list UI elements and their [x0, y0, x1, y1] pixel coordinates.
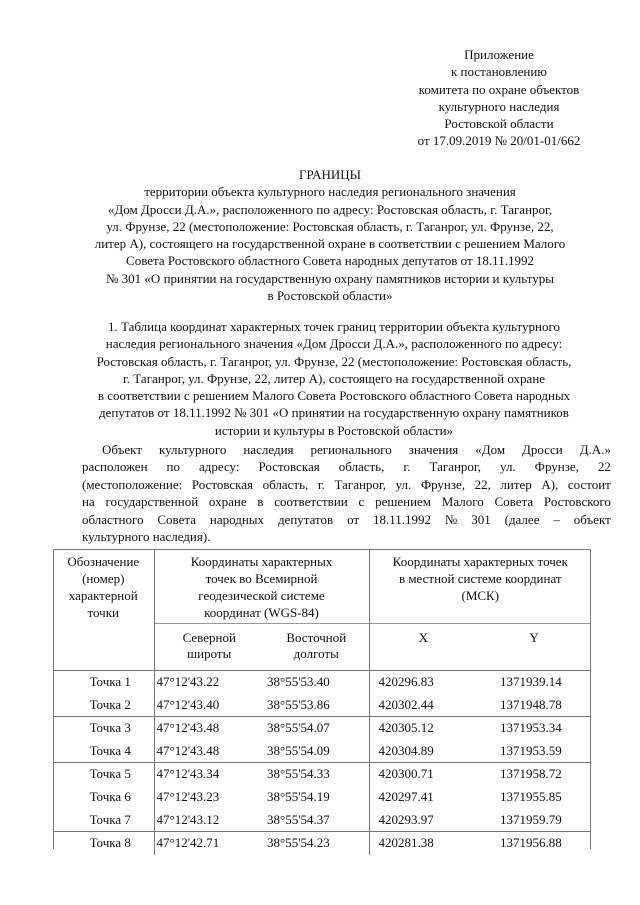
table-row: [53, 809, 591, 832]
header-msk-line: (МСК): [461, 588, 500, 603]
point-cell: Точка 7: [53, 809, 154, 832]
paragraph-word: г.: [317, 476, 325, 492]
header-wgs: [154, 549, 369, 624]
paragraph-word: ул.: [395, 476, 412, 492]
paragraph-word: состоит: [567, 476, 611, 492]
longitude-cell: 38°55'54.07: [264, 717, 369, 740]
paragraph-line: [82, 476, 611, 493]
header-wgs-line: точек во Всемирной: [205, 571, 318, 586]
paragraph-word: (далее: [504, 511, 540, 527]
latitude-cell: 47°12'43.22: [154, 671, 264, 694]
y-cell: 1371958.72: [477, 763, 591, 786]
paragraph-word: расположен: [82, 459, 148, 475]
paragraph-word: 22: [597, 459, 611, 475]
paragraph-word: 22,: [474, 476, 491, 492]
paragraph-word: область,: [262, 476, 309, 492]
header-designation-line: (номер): [82, 571, 125, 586]
paragraph-word: с: [358, 494, 365, 510]
longitude-cell: 38°55'54.09: [264, 740, 369, 763]
x-cell: 420281.38: [369, 832, 477, 855]
section-line: в соответствии с решением Малого Совета Ростовского областного Совета народных: [97, 388, 571, 404]
section-line: депутатов от 18.11.1992 № 301 «О принятии на государственную охрану памятников: [99, 405, 569, 421]
paragraph-word: область,: [338, 459, 385, 475]
section-line: 1. Таблица координат характерных точек границ территории объекта культурного: [108, 319, 560, 334]
section-line: г. Таганрог, ул. Фрунзе, 22, литер А), состоящего на государственной охране: [122, 370, 546, 386]
paragraph-word: значения: [408, 442, 459, 457]
latitude-cell: 47°12'43.12: [156, 811, 220, 827]
table-row: [53, 740, 591, 763]
document-title: ГРАНИЦЫ: [299, 167, 361, 182]
longitude-cell: 38°55'53.40: [264, 671, 369, 694]
appendix-line: культурного наследия: [438, 98, 560, 114]
longitude-cell: 38°55'54.37: [264, 809, 369, 832]
paragraph-word: –: [553, 511, 560, 527]
paragraph-word: Совета: [157, 511, 196, 527]
table-row: [53, 671, 591, 694]
paragraph-word: Совета: [494, 494, 534, 510]
latitude-cell: 47°12'43.34: [154, 763, 264, 786]
point-cell: Точка 1: [53, 671, 154, 694]
x-cell: 420297.41: [378, 788, 434, 804]
body-paragraph: [82, 441, 611, 545]
paragraph-word: Д.А.»: [579, 442, 611, 457]
paragraph-word: культурного наследия).: [82, 529, 211, 545]
paragraph-word: культурного: [158, 442, 227, 457]
paragraph-word: ул.: [500, 459, 516, 475]
paragraph-word: охране: [208, 494, 247, 510]
x-cell: 420302.44: [378, 696, 434, 712]
header-designation-line: характерной: [68, 588, 138, 603]
point-cell: Точка 5: [53, 763, 154, 786]
heading-line: «Дом Дросси Д.А.», расположенного по адресу: Ростовская область, г. Таганрог,: [107, 201, 553, 217]
paragraph-word: Ростовская: [258, 459, 320, 475]
x-cell: 420296.83: [369, 671, 477, 694]
appendix-line: Ростовской области: [444, 116, 554, 132]
coordinates-table: [53, 549, 591, 855]
paragraph-word: объект: [573, 511, 611, 527]
paragraph-word: наследия: [243, 442, 294, 457]
table-body: [53, 671, 591, 855]
paragraph-word: на: [82, 494, 95, 510]
x-cell: 420293.97: [378, 811, 434, 827]
latitude-cell: 47°12'43.48: [156, 742, 220, 758]
paragraph-word: «Дом: [475, 442, 506, 457]
paragraph-line: [82, 441, 611, 458]
header-wgs-line: координат (WGS-84): [204, 605, 319, 620]
longitude-cell: 38°55'54.19: [264, 786, 369, 809]
paragraph-word: литер: [500, 476, 532, 492]
paragraph-word: Дросси: [522, 442, 563, 457]
paragraph-word: Фрунзе,: [534, 459, 579, 475]
y-cell: 1371948.78: [500, 696, 562, 712]
y-cell: 1371955.85: [500, 788, 562, 804]
heading-line: территории объекта культурного наследия регионального значения: [144, 184, 516, 200]
appendix-line: к постановлению: [450, 64, 548, 80]
heading-line: литер А), состоящего на государственной охране в соответствии с решением Малого: [94, 236, 566, 252]
section-line: наследия регионального значения «Дом Дросси Д.А.», расположенного по адресу:: [105, 336, 563, 352]
paragraph-word: областного: [82, 511, 144, 527]
paragraph-word: 18.11.1992: [373, 511, 432, 527]
table-row: [53, 717, 591, 740]
table-row: [53, 763, 591, 786]
header-north-line: Северной: [182, 630, 236, 645]
header-y: Y: [477, 624, 591, 671]
point-cell: Точка 3: [53, 717, 154, 740]
paragraph-line: [82, 511, 611, 528]
paragraph-word: решением: [375, 494, 432, 510]
paragraph-word: народных: [209, 511, 265, 527]
document-heading: [60, 166, 600, 304]
header-x: X: [369, 624, 477, 671]
point-cell: Точка 4: [53, 740, 154, 763]
latitude-cell: 47°12'42.71: [154, 832, 264, 855]
paragraph-word: Ростовского: [543, 494, 611, 510]
latitude-cell: 47°12'43.23: [156, 788, 220, 804]
paragraph-word: депутатов: [277, 511, 334, 527]
paragraph-word: соответствии: [274, 494, 348, 510]
header-north-line: широты: [187, 646, 232, 661]
table-row: [53, 786, 591, 809]
y-cell: 1371939.14: [477, 671, 591, 694]
header-msk-line: Координаты характерных точек: [392, 554, 568, 569]
y-cell: 1371956.88: [477, 832, 591, 855]
paragraph-word: Малого: [441, 494, 484, 510]
heading-line: в Ростовской области»: [267, 288, 393, 304]
appendix-line: от 17.09.2019 № 20/01-01/662: [417, 133, 581, 149]
paragraph-word: государственной: [105, 494, 199, 510]
paragraph-word: г.: [403, 459, 411, 475]
latitude-cell: 47°12'43.40: [156, 696, 220, 712]
paragraph-word: в: [257, 494, 264, 510]
y-cell: 1371959.79: [500, 811, 562, 827]
header-msk: [369, 549, 591, 624]
y-cell: 1371953.34: [477, 717, 591, 740]
header-designation-line: Обозначение: [67, 554, 140, 569]
paragraph-word: 301: [471, 511, 491, 527]
paragraph-word: Таганрог,: [429, 459, 482, 475]
header-msk-line: в местной системе координат: [398, 571, 562, 586]
header-wgs-line: Координаты характерных: [190, 554, 333, 569]
heading-line: № 301 «О принятии на государственную охрану памятников истории и культуры: [106, 270, 554, 286]
paragraph-line: [82, 493, 611, 510]
header-east: [264, 624, 369, 671]
paragraph-line: [82, 458, 611, 475]
appendix-block: [388, 46, 610, 150]
paragraph-word: Фрунзе,: [420, 476, 466, 492]
x-cell: 420304.89: [378, 742, 434, 758]
paragraph-word: адресу:: [198, 459, 240, 475]
header-east-line: долготы: [293, 646, 339, 661]
point-cell: Точка 2: [53, 694, 154, 717]
x-cell: 420300.71: [369, 763, 477, 786]
paragraph-word: по: [166, 459, 180, 475]
y-cell: 1371953.59: [500, 742, 562, 758]
paragraph-word: регионального: [310, 442, 392, 457]
section-line: Ростовская область, г. Таганрог, ул. Фрунзе, 22 (местоположение: Ростовская область,: [96, 353, 572, 369]
paragraph-word: А),: [541, 476, 559, 492]
paragraph-word: №: [444, 511, 458, 527]
longitude-cell: 38°55'53.86: [264, 694, 369, 717]
header-wgs-line: геодезической системе: [198, 588, 325, 603]
table-row: [53, 832, 591, 855]
paragraph-word: Таганрог,: [334, 476, 387, 492]
header-designation: [53, 549, 154, 671]
paragraph-word: от: [347, 511, 360, 527]
paragraph-line: [82, 528, 611, 545]
paragraph-word: Объект: [102, 442, 142, 457]
table-row: [53, 694, 591, 717]
header-designation-line: точки: [87, 605, 119, 620]
section-line: истории и культуры в Ростовской области»: [214, 422, 454, 438]
paragraph-word: Ростовская: [191, 476, 254, 492]
longitude-cell: 38°55'54.33: [264, 763, 369, 786]
header-east-line: Восточной: [286, 630, 347, 645]
appendix-line: Приложение: [464, 47, 534, 62]
x-cell: 420305.12: [369, 717, 477, 740]
point-cell: Точка 6: [53, 786, 154, 809]
heading-line: ул. Фрунзе, 22 (местоположение: Ростовская область, г. Таганрог, ул. Фрунзе, 22,: [106, 218, 554, 234]
header-north: [154, 624, 264, 671]
appendix-line: комитета по охране объектов: [418, 81, 580, 97]
longitude-cell: 38°55'54.23: [264, 832, 369, 855]
point-cell: Точка 8: [53, 832, 154, 855]
heading-line: Совета Ростовского областного Совета народных депутатов от 18.11.1992: [126, 253, 534, 269]
latitude-cell: 47°12'43.48: [154, 717, 264, 740]
section-heading: [64, 318, 604, 439]
paragraph-word: (местоположение:: [82, 476, 183, 492]
